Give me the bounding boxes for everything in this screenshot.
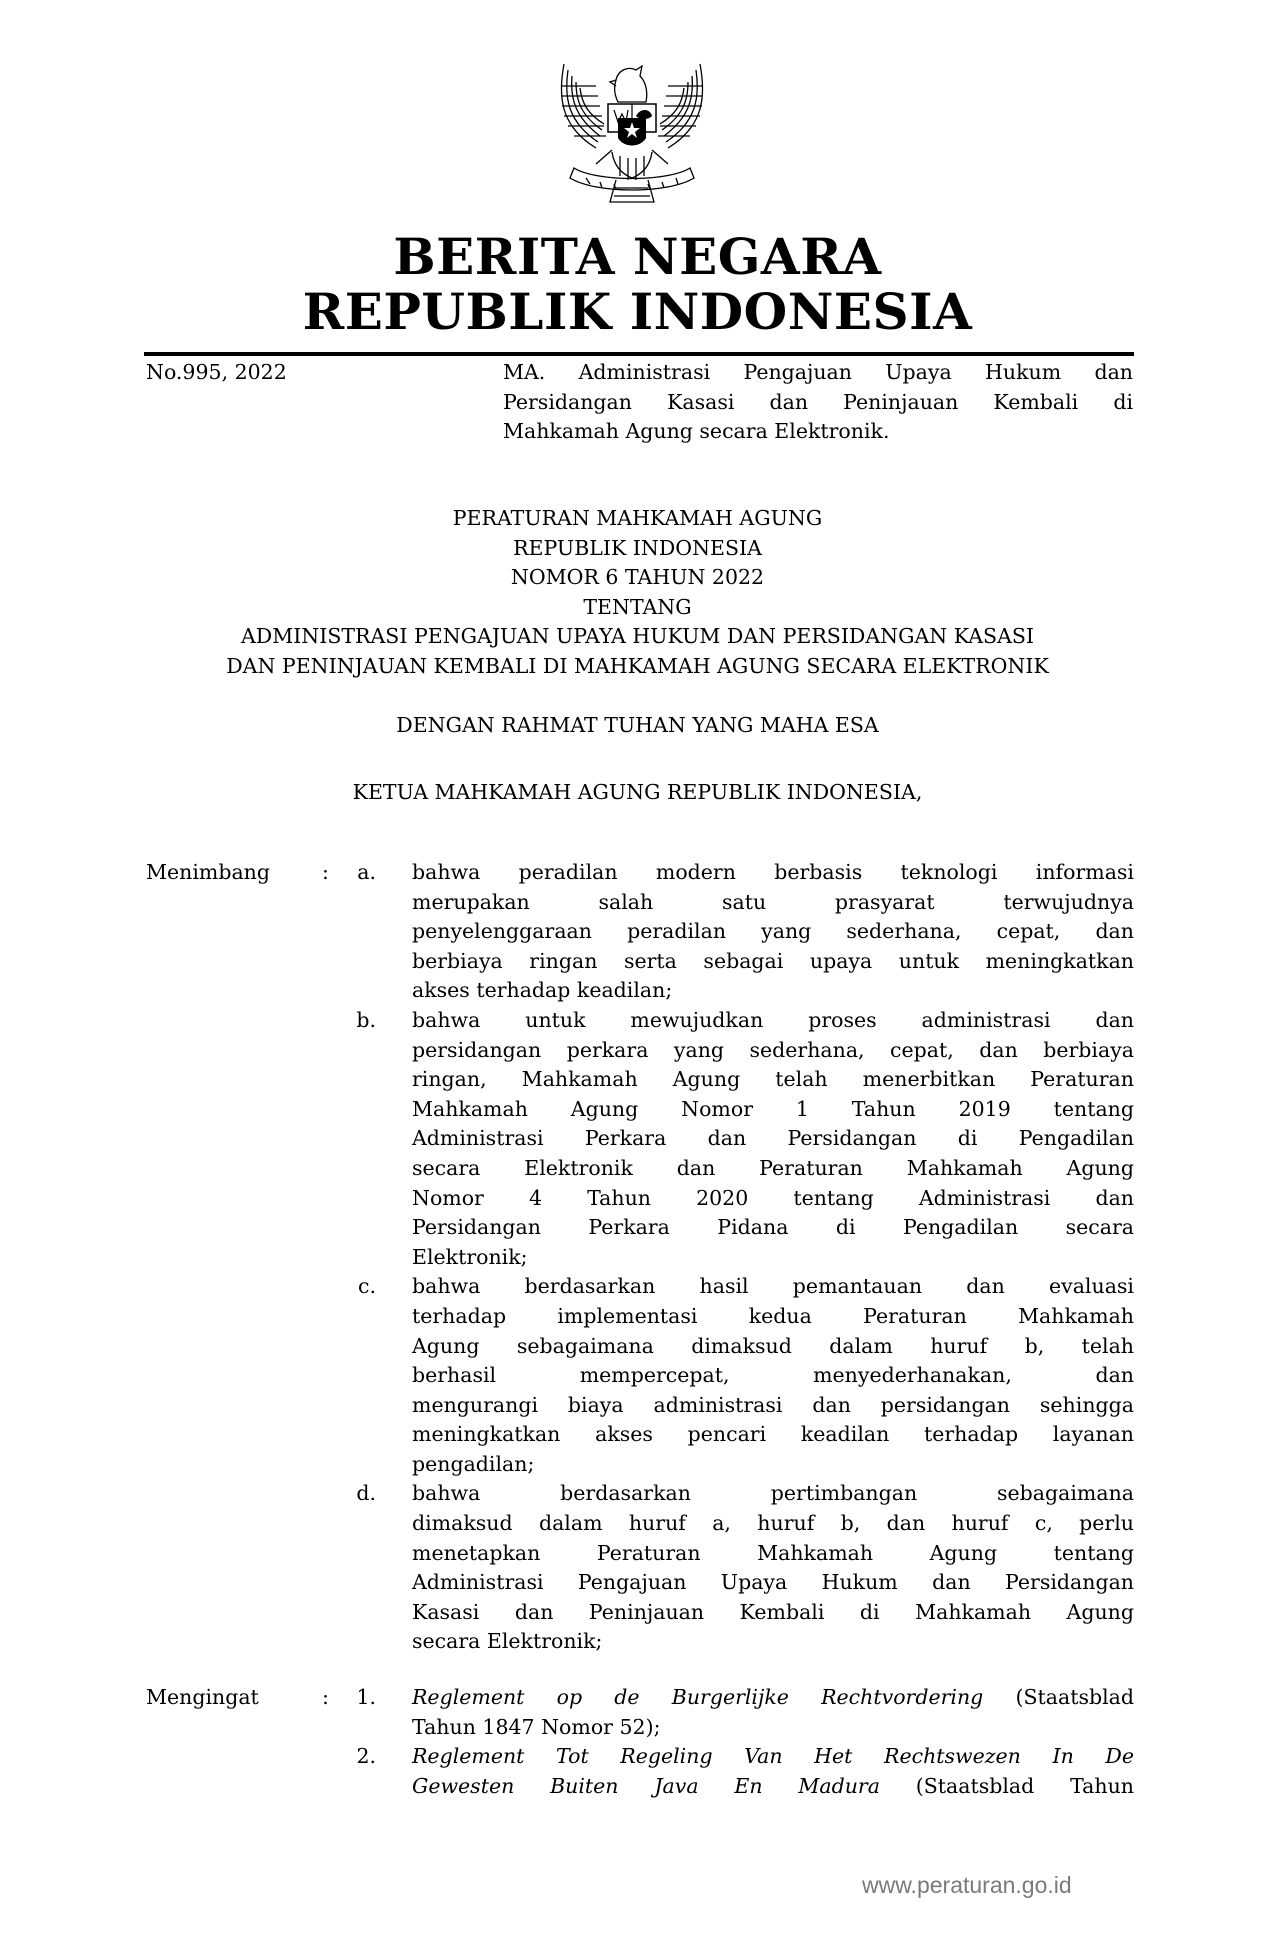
heading-line: PERATURAN MAHKAMAH AGUNG [452,506,823,530]
italic-title: Reglement Tot Regeling Van Het Rechtswezen In De [412,1744,1134,1769]
item-line: akses terhadap keadilan; [412,978,673,1003]
opening-phrase: DENGAN RAHMAT TUHAN YANG MAHA ESA [396,713,879,737]
legal-basis-item [146,1683,1134,1742]
heading-line: ADMINISTRASI PENGAJUAN UPAYA HUKUM DAN PERSIDANGAN KASASI [240,624,1035,649]
item-line: penyelenggaraan peradilan yang sederhana, cepat, dan [412,919,1134,944]
regulation-heading [0,504,1275,682]
item-marker: b. [356,1007,376,1032]
section-colon: : [322,860,329,884]
website-footer: www.peraturan.go.id [862,1872,1072,1898]
item-marker: 2. [356,1744,376,1769]
item-line: dimaksud dalam huruf a, huruf b, dan huruf c, perlu [412,1511,1134,1536]
item-line: bahwa berdasarkan pertimbangan sebagaimana [412,1481,1134,1506]
subject-line: MA. Administrasi Pengajuan Upaya Hukum dan [503,360,1133,384]
heading-line: TENTANG [583,594,692,619]
item-line: merupakan salah satu prasyarat terwujudnya [412,889,1134,914]
menimbang-section [146,858,1134,1657]
item-line: berbiaya ringan serta sebagai upaya untuk meningkatkan [412,948,1134,973]
item-line: Persidangan Perkara Pidana di Pengadilan secara [412,1215,1134,1240]
heading-line: REPUBLIK INDONESIA [513,535,762,560]
document-subject [503,358,1133,447]
item-line: terhadap implementasi kedua Peraturan Mahkamah [412,1303,1134,1328]
heading-line: DAN PENINJAUAN KEMBALI DI MAHKAMAH AGUNG SECARA ELEKTRONIK [226,653,1049,678]
item-line: berhasil mempercepat, menyederhanakan, dan [412,1363,1134,1388]
legal-basis-item [146,1742,1134,1801]
item-line: secara Elektronik; [412,1629,603,1654]
item-line [412,1772,1134,1802]
item-text: (Staatsblad Tahun [879,1773,1134,1798]
item-text: (Staatsblad [983,1685,1135,1709]
item-line: meningkatkan akses pencari keadilan terhadap layanan [412,1422,1134,1447]
section-label: Menimbang [146,860,270,884]
item-line: bahwa peradilan modern berbasis teknologi informasi [412,860,1134,884]
item-line: Agung sebagaimana dimaksud dalam huruf b, telah [412,1333,1134,1358]
item-line: Administrasi Pengajuan Upaya Hukum dan Persidangan [412,1570,1134,1595]
consideration-item [146,858,1134,1006]
italic-title: Reglement op de Burgerlijke Rechtvordering [412,1685,984,1709]
item-marker: 1. [356,1685,376,1709]
heading-line: NOMOR 6 TAHUN 2022 [510,565,765,590]
item-line: Nomor 4 Tahun 2020 tentang Administrasi dan [412,1185,1134,1210]
item-marker: d. [356,1481,376,1506]
item-line: pengadilan; [412,1451,535,1476]
subject-line: Persidangan Kasasi dan Peninjauan Kembali di [503,389,1133,414]
item-line: bahwa berdasarkan hasil pemantauan dan evaluasi [412,1274,1134,1299]
item-line: mengurangi biaya administrasi dan persidangan sehingga [412,1392,1134,1417]
italic-title: Gewesten Buiten Java En Madura [412,1773,880,1798]
subject-line: Mahkamah Agung secara Elektronik. [503,419,890,444]
item-line: menetapkan Peraturan Mahkamah Agung tentang [412,1540,1134,1565]
item-marker: a. [357,860,376,884]
item-line: bahwa untuk mewujudkan proses administrasi dan [412,1007,1134,1032]
item-line: ringan, Mahkamah Agung telah menerbitkan Peraturan [412,1067,1134,1092]
header-divider [144,352,1134,356]
gazette-title-line1: BERITA NEGARA [393,227,882,286]
section-label: Mengingat [146,1685,259,1709]
consideration-item [146,1479,1134,1657]
section-colon: : [322,1685,329,1709]
item-line: persidangan perkara yang sederhana, cepat, dan berbiaya [412,1037,1134,1062]
consideration-item [146,1006,1134,1272]
item-line: secara Elektronik dan Peraturan Mahkamah Agung [412,1155,1134,1180]
item-line: Mahkamah Agung Nomor 1 Tahun 2019 tentang [412,1096,1134,1121]
mengingat-section [146,1683,1134,1801]
item-line: Administrasi Perkara dan Persidangan di Pengadilan [412,1126,1134,1151]
item-line: Tahun 1847 Nomor 52); [412,1714,661,1739]
consideration-item [146,1272,1134,1479]
item-marker: c. [358,1274,376,1299]
issuer-line: KETUA MAHKAMAH AGUNG REPUBLIK INDONESIA, [352,780,923,804]
item-line [412,1742,1134,1772]
item-line: Kasasi dan Peninjauan Kembali di Mahkamah Agung [412,1599,1134,1624]
item-line: Elektronik; [412,1244,528,1269]
garuda-emblem-icon [556,56,708,212]
gazette-title-line2: REPUBLIK INDONESIA [302,282,973,341]
item-line [412,1683,1134,1713]
document-number: No.995, 2022 [146,360,287,384]
